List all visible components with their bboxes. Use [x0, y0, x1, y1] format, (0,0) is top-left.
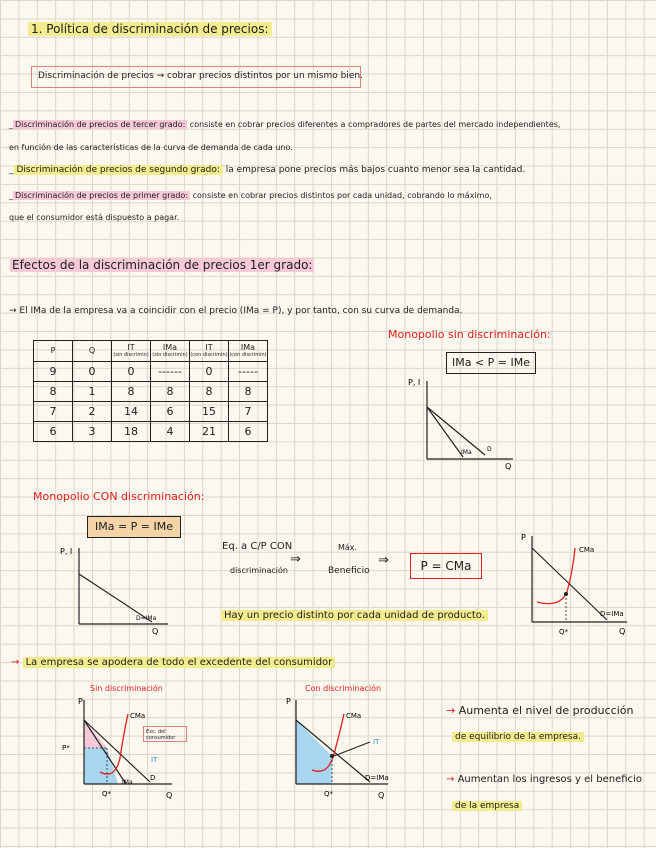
table-cell: 8: [190, 382, 229, 402]
effect-production: → Aumenta el nivel de producción: [446, 704, 634, 717]
table-header: IMa (con discrimin): [229, 341, 268, 362]
mono-sin-d-label: D: [487, 446, 492, 453]
table-header: P: [34, 341, 73, 362]
eq-mid-line1: Máx.: [338, 543, 358, 552]
price-per-unit-line: Hay un precio distinto por cada unidad de producto.: [221, 610, 488, 621]
excedente-line: → La empresa se apodera de todo el excedente del consumidor: [11, 657, 335, 668]
mono-con-graph: [60, 542, 175, 637]
table-cell: 7: [229, 402, 268, 422]
mono-con-x-label: Q: [152, 627, 159, 636]
table-header: IMa (sin discrimin): [151, 341, 190, 362]
arrow-right-icon: →: [11, 657, 23, 668]
g-sin-it-label: IT: [151, 756, 158, 764]
g-sin-cma-label: CMa: [130, 712, 146, 720]
mono-con-y-label: P, I: [60, 547, 73, 556]
mono-sin-y-label: P, I: [408, 378, 421, 387]
table-cell: 4: [151, 422, 190, 442]
g-sin-q-label: Q*: [102, 790, 112, 798]
table-cell: 3: [73, 422, 112, 442]
mono-con-title: Monopolio CON discriminación:: [33, 490, 205, 503]
g-sin-graph: [60, 692, 195, 807]
table-cell: 8: [151, 382, 190, 402]
eq-mid-line2: Beneficio: [328, 566, 370, 576]
table-row: [34, 422, 268, 442]
double-arrow-icon: ⇒: [378, 553, 389, 568]
double-arrow-icon: ⇒: [290, 552, 301, 567]
table-row: [34, 362, 268, 382]
g-con-graph: [278, 692, 408, 807]
g-sin-title: Sin discriminación: [90, 684, 163, 693]
eq-left-line2: discriminación: [230, 566, 288, 575]
arrow-right-icon: →: [9, 306, 20, 316]
mono-sin-formula: IMa < P = IMe: [446, 352, 536, 374]
table-cell: 1: [73, 382, 112, 402]
eq-left-line1: Eq. a C/P CON: [222, 541, 293, 552]
table-cell: 8: [229, 382, 268, 402]
mono-sin-graph: [405, 375, 525, 470]
g-sin-consumer-surplus-box: Exc. del consumidor: [143, 726, 187, 742]
mono-sin-x-label: Q: [505, 462, 512, 471]
table-cell: 15: [190, 402, 229, 422]
table-cell: 6: [34, 422, 73, 442]
effect-income-cont: de la empresa: [452, 801, 522, 811]
g-sin-ima-label: IMa: [122, 779, 133, 786]
g-con-cma-label: CMa: [346, 712, 362, 720]
cma-graph-cma-label: CMa: [579, 546, 595, 554]
g-con-title: Con discriminación: [305, 684, 382, 693]
bullet-first-degree: _ Discriminación de precios de primer grado: consiste en cobrar precios distintos por cada unidad, cobrando lo máximo,: [9, 191, 492, 200]
table-cell: 6: [151, 402, 190, 422]
g-con-y-label: P: [286, 697, 291, 706]
table-cell: 8: [112, 382, 151, 402]
g-con-q-label: Q*: [324, 790, 334, 798]
g-sin-d-label: D: [150, 774, 156, 782]
table-cell: 0: [190, 362, 229, 382]
table-cell: ------: [151, 362, 190, 382]
g-con-d-label: D=IMa: [365, 774, 389, 782]
table-cell: 8: [34, 382, 73, 402]
cma-graph-q-label: Q*: [559, 628, 569, 636]
table-cell: 21: [190, 422, 229, 442]
table-header: Q: [73, 341, 112, 362]
bullet-first-degree-cont: que el consumidor está dispuesto a pagar.: [9, 213, 180, 222]
cma-graph-d-label: D=IMa: [600, 610, 624, 618]
cma-graph: [515, 530, 640, 640]
arrow-right-icon: →: [446, 704, 459, 717]
page-title: 1. Política de discriminación de precios:: [28, 22, 272, 36]
revenue-table: [33, 340, 268, 442]
g-con-it-label: IT: [373, 738, 380, 746]
mono-sin-ima-label: IMa: [461, 449, 472, 456]
table-row: [34, 402, 268, 422]
table-cell: 9: [34, 362, 73, 382]
eq-result: P = CMa: [410, 553, 482, 579]
ima-price-line: → El IMa de la empresa va a coincidir con el precio (IMa = P), y por tanto, con su curva de demanda.: [9, 306, 463, 316]
table-cell: 2: [73, 402, 112, 422]
section-subtitle: Efectos de la discriminación de precios 1er grado:: [12, 258, 313, 272]
mono-con-curve-label: D=IMa: [136, 615, 157, 622]
g-con-x-label: Q: [378, 791, 385, 800]
mono-sin-title: Monopolio sin discriminación:: [388, 328, 551, 341]
mono-con-formula: IMa = P = IMe: [87, 516, 181, 538]
g-sin-x-label: Q: [166, 791, 173, 800]
table-cell: 6: [229, 422, 268, 442]
table-cell: 18: [112, 422, 151, 442]
table-header-row: [34, 341, 268, 362]
cma-graph-x-label: Q: [619, 627, 626, 636]
g-sin-p-label: P*: [62, 744, 70, 752]
table-header: IT (con discrimin): [190, 341, 229, 362]
cma-graph-y-label: P: [521, 533, 526, 542]
definition-text: Discriminación de precios → cobrar precios distintos por un mismo bien.: [38, 71, 363, 81]
table-cell: 0: [73, 362, 112, 382]
table-cell: -----: [229, 362, 268, 382]
definition-box: [31, 66, 361, 88]
bullet-third-degree-cont: en función de las características de la curva de demanda de cada uno.: [9, 143, 293, 152]
effect-production-cont: de equilibrio de la empresa.: [452, 732, 584, 742]
table-row: [34, 382, 268, 402]
table-cell: 0: [112, 362, 151, 382]
table-cell: 14: [112, 402, 151, 422]
bullet-second-degree: _ Discriminación de precios de segundo grado: la empresa pone precios más bajos cuanto menor sea la cantidad.: [9, 165, 526, 175]
table-header: IT (sin discrimin): [112, 341, 151, 362]
bullet-third-degree: _ Discriminación de precios de tercer grado: consiste en cobrar precios diferentes a compradores de partes del mercado independientes,: [9, 120, 561, 129]
g-sin-y-label: P: [78, 697, 83, 706]
table-cell: 7: [34, 402, 73, 422]
arrow-right-icon: →: [446, 774, 458, 785]
effect-income: → Aumentan los ingresos y el beneficio: [446, 774, 642, 785]
